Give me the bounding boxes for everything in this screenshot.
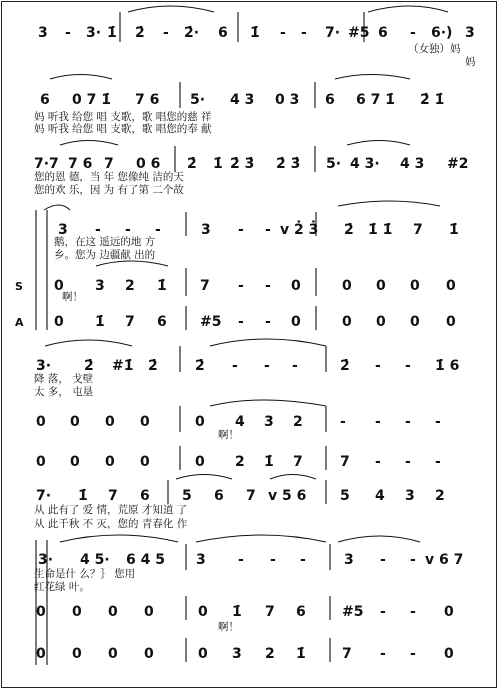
slur <box>45 340 132 346</box>
dash: - <box>238 314 244 330</box>
note: 0 <box>444 604 454 620</box>
note: 3· <box>38 552 54 568</box>
system-7 <box>34 535 463 665</box>
lyric-line: 降 落， 戈壁 <box>34 373 94 385</box>
note-group: 0 3 <box>275 92 300 108</box>
dash: - <box>435 454 441 470</box>
note: 2 <box>235 454 245 470</box>
note: 1̇ <box>296 646 306 662</box>
dash: - <box>280 25 286 41</box>
slur <box>347 141 410 146</box>
note: 0 <box>70 414 80 430</box>
note: 4 <box>235 414 245 430</box>
note: 0 <box>444 646 454 662</box>
note: 1̇ <box>213 156 223 172</box>
note: 6 <box>40 92 50 108</box>
dash: - <box>375 454 381 470</box>
note: 6 <box>325 92 335 108</box>
note: 3· <box>36 358 52 374</box>
note: 0 <box>36 454 46 470</box>
note: 4 <box>375 488 385 504</box>
note: 0 <box>70 454 80 470</box>
dash: - <box>125 222 131 238</box>
lyric-line: 妈 <box>465 56 476 68</box>
note: 7 <box>342 646 352 662</box>
note: 1̇ <box>232 604 242 620</box>
note: 2̇ <box>84 358 94 374</box>
note: 0 <box>198 646 208 662</box>
note: 6 <box>378 25 388 41</box>
note: 0 <box>195 454 205 470</box>
note-group: 4 5· <box>80 552 110 568</box>
note: 3 <box>196 552 206 568</box>
note: 7 <box>265 604 275 620</box>
note: 3 <box>38 25 48 41</box>
dash: - <box>232 358 238 374</box>
dash: - <box>265 314 271 330</box>
dash: - <box>410 604 416 620</box>
note: 0 <box>105 414 115 430</box>
note: 0 <box>376 278 386 294</box>
note-group: 0 7 1̇ <box>72 92 111 108</box>
note: 0 <box>198 604 208 620</box>
note-group: 2̇ 1̇ <box>420 92 445 108</box>
note: 6 <box>214 488 224 504</box>
dash: - <box>270 552 276 568</box>
note: 5 <box>340 488 350 504</box>
slur <box>338 201 440 206</box>
note-group: 6 4 5 <box>126 552 165 568</box>
note: #5 <box>200 314 222 330</box>
slur <box>368 6 448 12</box>
note-group: 4 3 <box>400 156 425 172</box>
dash: - <box>340 414 346 430</box>
dash: - <box>265 278 271 294</box>
slur <box>176 475 232 480</box>
slur <box>96 261 168 266</box>
dash: - <box>264 358 270 374</box>
dash: - <box>380 646 386 662</box>
note: 2̇ <box>148 358 158 374</box>
dash: - <box>301 25 307 41</box>
note: 7 <box>246 488 256 504</box>
lyric-line: 太 多， 屯垦 <box>34 386 94 398</box>
note: 1̇ <box>157 278 167 294</box>
note: 2 <box>293 414 303 430</box>
note: 7 <box>125 314 135 330</box>
note-group: v 6 7 <box>425 552 464 568</box>
dash: - <box>238 552 244 568</box>
slur <box>60 535 178 542</box>
note: 5· <box>190 92 206 108</box>
note: 2 <box>125 278 135 294</box>
dash: - <box>380 604 386 620</box>
note: 0 <box>195 414 205 430</box>
lyric-line: 啊！ <box>218 621 239 633</box>
lyric-line: 生命是什 么？｝ 您用 <box>34 568 136 580</box>
note: 6·) <box>431 25 453 41</box>
note: 0 <box>342 278 352 294</box>
system-6 <box>34 475 445 531</box>
note: 7 <box>293 454 303 470</box>
note: 0 <box>54 314 64 330</box>
slur <box>50 75 112 80</box>
note: #5 <box>342 604 364 620</box>
lyric-line: 啊！ <box>62 291 83 303</box>
note: 0 <box>342 314 352 330</box>
dash: - <box>375 414 381 430</box>
note: 6 <box>218 25 228 41</box>
note: 0 <box>446 314 456 330</box>
note: 0 <box>36 604 46 620</box>
dash: - <box>435 414 441 430</box>
note: 3 <box>58 222 68 238</box>
dash: - <box>155 222 161 238</box>
dash: - <box>265 222 271 238</box>
lyric-line: 鹅，在这 遥远的地 方 <box>54 236 156 248</box>
part-label-s: S <box>15 280 23 293</box>
lyric-line: 红花绿 叶。 <box>34 581 90 593</box>
system-3 <box>34 141 468 197</box>
note: 0 <box>376 314 386 330</box>
note: 0 <box>144 646 154 662</box>
dash: - <box>405 358 411 374</box>
note-group: 7 6 <box>135 92 160 108</box>
dash: - <box>65 25 71 41</box>
lyric-line: 乡。您为 边疆献 出的 <box>54 249 156 261</box>
note: 7· <box>36 488 52 504</box>
lyric-line: 从 此千秋 不 灭，您的 青春化 作 <box>34 518 188 530</box>
dash: - <box>300 552 306 568</box>
note: 5 <box>182 488 192 504</box>
note: 1̇ <box>250 25 260 41</box>
system-5 <box>34 339 459 470</box>
note: 6 <box>140 488 150 504</box>
note: 0 <box>140 414 150 430</box>
system-4 <box>15 201 459 330</box>
note: 7 <box>200 278 210 294</box>
note: 2̇ <box>340 358 350 374</box>
note-group: 6 7 1̇ <box>356 92 395 108</box>
lyric-line: 从 此有了 爱 情，荒原 才知道 了 <box>34 504 188 516</box>
note: 2 <box>435 488 445 504</box>
note: 0 <box>291 314 301 330</box>
note: 1̇ <box>449 222 459 238</box>
note: 3 <box>264 414 274 430</box>
note: 0 <box>410 278 420 294</box>
note-group: 4 3· <box>350 156 380 172</box>
note: 0 <box>291 278 301 294</box>
note: 1̇ <box>78 488 88 504</box>
note: 0 <box>36 646 46 662</box>
note: 0 <box>108 604 118 620</box>
note: 7 <box>108 488 118 504</box>
note-group: v 5 6 <box>268 488 307 504</box>
note-group: v 2̇ 3̇ <box>280 222 319 238</box>
note: 7· <box>325 25 341 41</box>
note: 5· <box>326 156 342 172</box>
note: 3 <box>344 552 354 568</box>
dash: - <box>238 222 244 238</box>
note: 7 <box>104 156 114 172</box>
note-group: 1̇ 1̇ <box>368 222 393 238</box>
note: 3 <box>201 222 211 238</box>
slur <box>210 339 326 346</box>
slur <box>335 75 410 80</box>
dash: - <box>405 454 411 470</box>
note: 0 <box>72 604 82 620</box>
dash: - <box>375 358 381 374</box>
dash: - <box>405 414 411 430</box>
note-group: 4 3 <box>230 92 255 108</box>
note-group: 2̇ 3̇ <box>230 156 255 172</box>
note: #1̇ <box>112 358 134 374</box>
note: #2 <box>447 156 469 172</box>
note-group: 0 6 <box>136 156 161 172</box>
note: 3 <box>232 646 242 662</box>
system-1 <box>38 6 476 68</box>
lyric-line: 妈 听我 给您 唱 支歌，歌 唱您的慈 祥 <box>34 111 212 123</box>
note: 3 <box>95 278 105 294</box>
dash: - <box>238 278 244 294</box>
slur <box>270 475 316 480</box>
note: 0 <box>54 278 64 294</box>
note: 0 <box>446 278 456 294</box>
lyric-line: （女独）妈 <box>408 43 461 55</box>
note-group: 1̇ 6 <box>435 358 460 374</box>
note: 6 <box>296 604 306 620</box>
note: 0 <box>410 314 420 330</box>
lyric-line: 您的欢 乐，因 为 有了第 二个故 <box>34 184 184 196</box>
note: 7 <box>340 454 350 470</box>
slur <box>60 141 118 146</box>
dash: - <box>410 25 416 41</box>
note: 3 <box>405 488 415 504</box>
system-2 <box>34 75 444 136</box>
slur <box>44 205 70 210</box>
note-group: 7 6 <box>68 156 93 172</box>
note: 1̇ <box>264 454 274 470</box>
note: 0 <box>105 454 115 470</box>
note: 2̇ <box>187 156 197 172</box>
slur <box>338 536 420 542</box>
lyric-line: 您的恩 德，当 年 您像纯 洁的天 <box>34 171 184 183</box>
note: 3· <box>86 25 102 41</box>
note: 1̇ <box>95 314 105 330</box>
note: 2 <box>265 646 275 662</box>
note: 2̇ <box>195 358 205 374</box>
slur <box>210 400 326 406</box>
note: 2̇ <box>344 222 354 238</box>
note: 0 <box>36 414 46 430</box>
dash: - <box>292 358 298 374</box>
slur <box>128 6 214 12</box>
note: #5 <box>348 25 370 41</box>
note: 2̇ <box>135 25 145 41</box>
note: 2̇· <box>184 25 200 41</box>
note: 1̇ <box>107 25 117 41</box>
note: 7 <box>413 222 423 238</box>
note: 3 <box>465 25 475 41</box>
slur <box>196 535 326 542</box>
dash: - <box>380 552 386 568</box>
lyric-line: 啊！ <box>218 429 239 441</box>
dash: - <box>163 25 169 41</box>
note-group: 2̇ 3̇ <box>276 156 301 172</box>
note: 7·7 <box>34 156 59 172</box>
part-label-a: A <box>15 316 24 329</box>
dash: - <box>95 222 101 238</box>
note: 0 <box>144 604 154 620</box>
note: 0 <box>140 454 150 470</box>
lyric-line: 妈 听我 给您 唱 支歌，歌 唱您的奉 献 <box>34 123 212 135</box>
dash: - <box>410 552 416 568</box>
note: 6 <box>157 314 167 330</box>
note: 0 <box>72 646 82 662</box>
note: 0 <box>108 646 118 662</box>
dash: - <box>410 646 416 662</box>
